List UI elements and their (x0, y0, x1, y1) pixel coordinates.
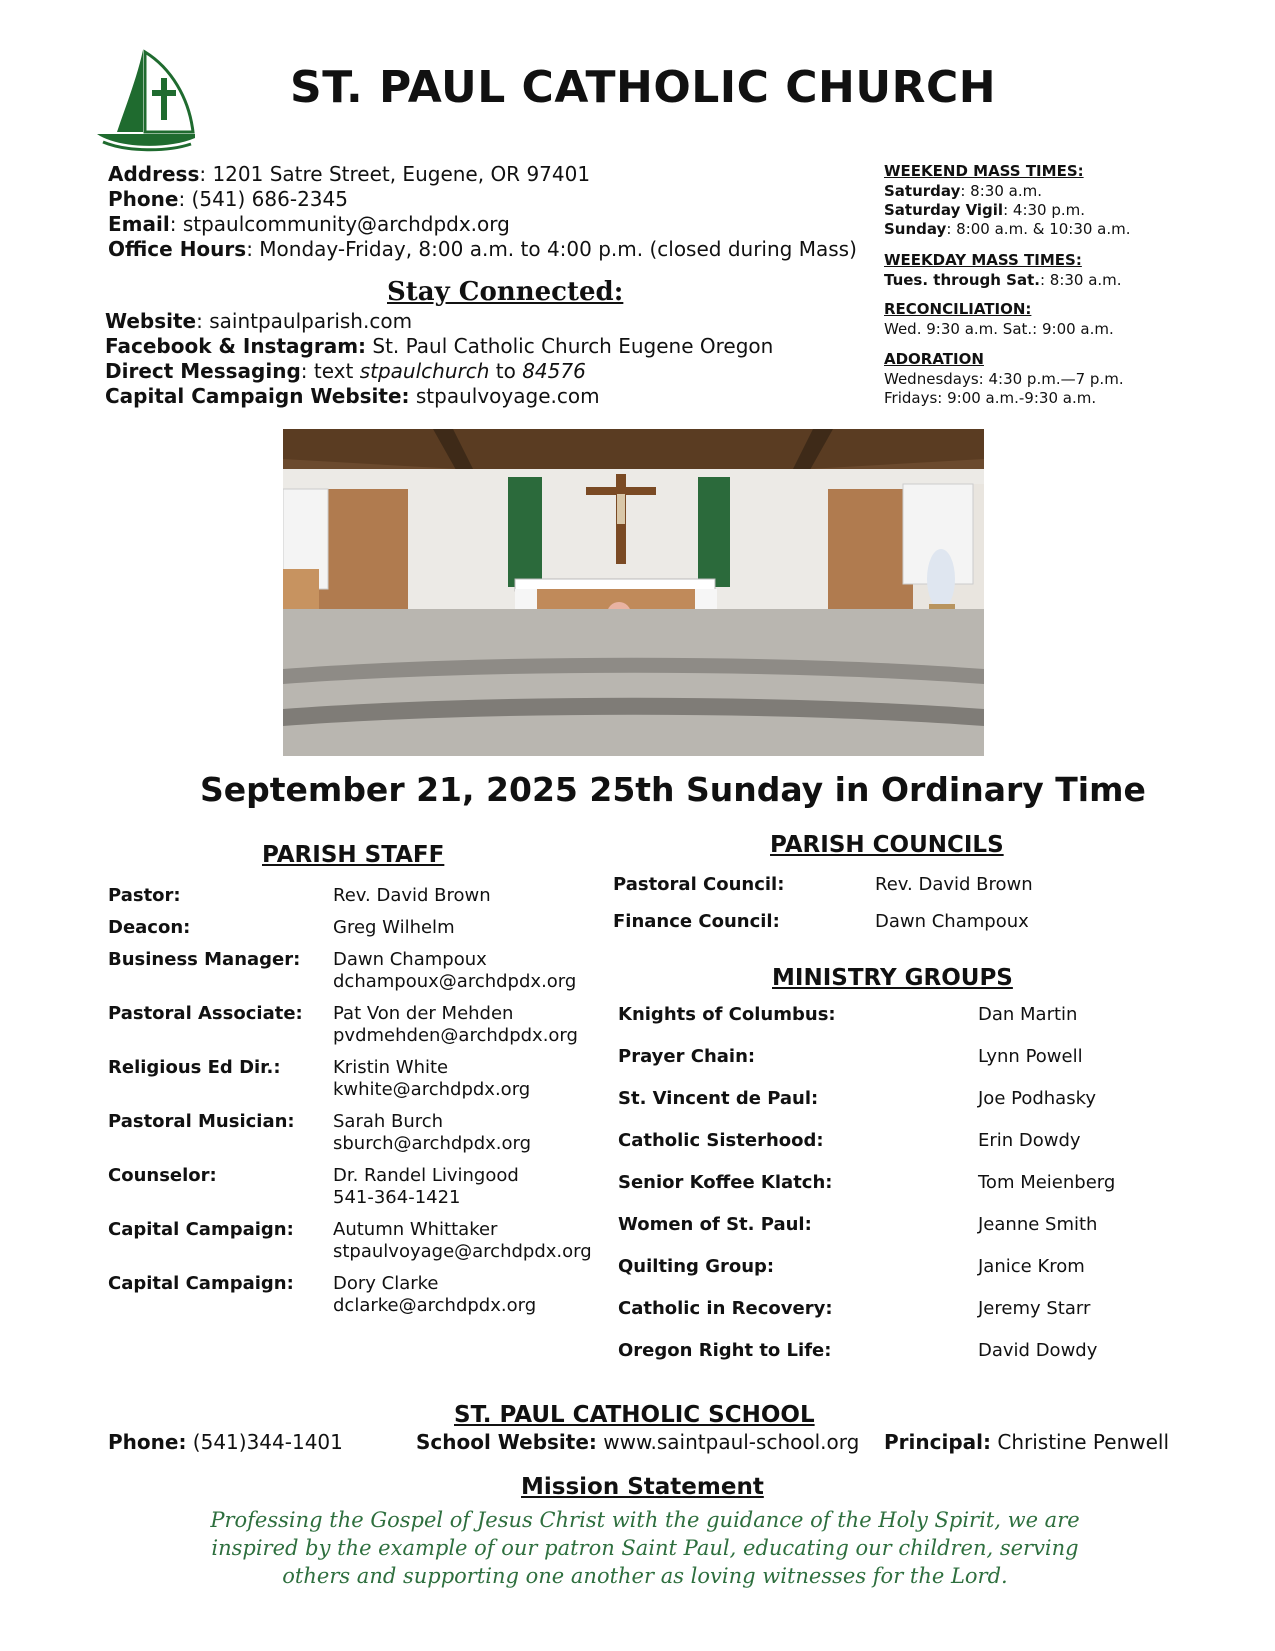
ministry-name: Knights of Columbus: (618, 1004, 836, 1025)
office-hours-value: : Monday-Friday, 8:00 a.m. to 4:00 p.m. (closed during Mass) (246, 237, 857, 261)
parish-councils-heading: PARISH COUNCILS (770, 832, 1004, 858)
council-member: Dawn Champoux (875, 911, 1029, 932)
staff-name: Rev. David Brown (333, 885, 491, 906)
saturday-time: : 8:30 a.m. (960, 182, 1042, 200)
sunday-time: : 8:00 a.m. & 10:30 a.m. (946, 220, 1131, 238)
staff-name: Pat Von der Mehden (333, 1003, 514, 1024)
website-value[interactable]: : saintpaulparish.com (196, 309, 413, 333)
school-website-value[interactable]: www.saintpaul-school.org (596, 1430, 860, 1454)
mission-line: Professing the Gospel of Jesus Christ with the guidance of the Holy Spirit, we are (210, 1508, 1080, 1532)
staff-name: Sarah Burch (333, 1111, 444, 1132)
staff-contact[interactable]: sburch@archdpdx.org (333, 1133, 532, 1154)
staff-name: Autumn Whittaker (333, 1219, 498, 1240)
church-title: ST. PAUL CATHOLIC CHURCH (290, 62, 997, 113)
mission-heading: Mission Statement (521, 1474, 764, 1500)
adoration-fridays: Fridays: 9:00 a.m.-9:30 a.m. (884, 389, 1097, 407)
campaign-website-line (105, 384, 600, 408)
weekday-label: Tues. through Sat. (884, 271, 1040, 289)
ministry-name: Senior Koffee Klatch: (618, 1172, 833, 1193)
staff-role: Capital Campaign: (108, 1273, 294, 1294)
school-principal-label: Principal: (884, 1430, 991, 1454)
school-heading: ST. PAUL CATHOLIC SCHOOL (454, 1402, 815, 1428)
ministry-name: Catholic Sisterhood: (618, 1130, 824, 1151)
phone-label: Phone (108, 187, 179, 211)
office-hours-label: Office Hours (108, 237, 247, 261)
phone-line (108, 187, 348, 211)
dm-keyword: stpaulchurch (359, 359, 490, 383)
council-role: Finance Council: (613, 911, 780, 932)
council-member: Rev. David Brown (875, 874, 1033, 895)
direct-messaging-line (105, 359, 586, 383)
office-hours-line (108, 237, 857, 261)
parish-staff-heading: PARISH STAFF (262, 842, 445, 868)
school-website-label: School Website: (416, 1430, 597, 1454)
church-logo (97, 48, 197, 152)
dm-mid: to (489, 359, 523, 383)
staff-contact[interactable]: 541-364-1421 (333, 1187, 461, 1208)
dm-pre: : text (300, 359, 360, 383)
vigil-time: : 4:30 p.m. (1003, 201, 1086, 219)
ministry-contact: Jeremy Starr (978, 1298, 1091, 1319)
ministry-name: Catholic in Recovery: (618, 1298, 833, 1319)
dm-label: Direct Messaging (105, 359, 301, 383)
email-line (108, 212, 510, 236)
address-value: : 1201 Satre Street, Eugene, OR 97401 (199, 162, 591, 186)
social-line (105, 334, 773, 358)
reconciliation-times: Wed. 9:30 a.m. Sat.: 9:00 a.m. (884, 320, 1114, 338)
sanctuary-photo (283, 429, 984, 756)
staff-name: Dory Clarke (333, 1273, 439, 1294)
staff-role: Counselor: (108, 1165, 217, 1186)
weekday-time: : 8:30 a.m. (1039, 271, 1122, 289)
weekday-mass-heading: WEEKDAY MASS TIMES: (884, 251, 1082, 269)
vigil-mass (884, 201, 1085, 220)
ministry-contact: Joe Podhasky (978, 1088, 1097, 1109)
ministry-contact: Lynn Powell (978, 1046, 1083, 1067)
staff-name: Dawn Champoux (333, 949, 487, 970)
school-website-line (416, 1432, 859, 1453)
campaign-value[interactable]: stpaulvoyage.com (409, 384, 600, 408)
stay-connected-heading: Stay Connected: (387, 277, 624, 307)
staff-role: Pastoral Musician: (108, 1111, 295, 1132)
sunday-label: Sunday (884, 220, 947, 238)
vigil-label: Saturday Vigil (884, 201, 1004, 219)
adoration-heading: ADORATION (884, 350, 984, 368)
adoration-wednesdays: Wednesdays: 4:30 p.m.—7 p.m. (884, 370, 1124, 388)
ministry-contact: Janice Krom (978, 1256, 1085, 1277)
staff-contact[interactable]: dchampoux@archdpdx.org (333, 971, 577, 992)
staff-contact[interactable]: dclarke@archdpdx.org (333, 1295, 537, 1316)
social-label: Facebook & Instagram: (105, 334, 367, 358)
email-value[interactable]: : stpaulcommunity@archdpdx.org (169, 212, 510, 236)
address-line (108, 162, 590, 186)
staff-role: Pastoral Associate: (108, 1003, 303, 1024)
campaign-label: Capital Campaign Website: (105, 384, 410, 408)
school-phone-value: (541)344-1401 (186, 1430, 343, 1454)
ministry-name: Oregon Right to Life: (618, 1340, 832, 1361)
staff-contact[interactable]: kwhite@archdpdx.org (333, 1079, 531, 1100)
ministry-contact: Dan Martin (978, 1004, 1078, 1025)
staff-name: Greg Wilhelm (333, 917, 455, 938)
phone-value: : (541) 686-2345 (178, 187, 348, 211)
weekend-mass-heading: WEEKEND MASS TIMES: (884, 162, 1084, 180)
ministry-name: Quilting Group: (618, 1256, 775, 1277)
ministry-name: St. Vincent de Paul: (618, 1088, 819, 1109)
ministry-contact: Tom Meienberg (978, 1172, 1116, 1193)
staff-contact[interactable]: stpaulvoyage@archdpdx.org (333, 1241, 592, 1262)
bulletin-date-title: September 21, 2025 25th Sunday in Ordinary Time (200, 770, 1146, 809)
ministry-name: Women of St. Paul: (618, 1214, 812, 1235)
staff-name: Dr. Randel Livingood (333, 1165, 519, 1186)
staff-name: Kristin White (333, 1057, 449, 1078)
ministry-contact: Erin Dowdy (978, 1130, 1081, 1151)
staff-role: Religious Ed Dir.: (108, 1057, 281, 1078)
ministry-groups-heading: MINISTRY GROUPS (772, 965, 1013, 991)
mission-statement (195, 1506, 1095, 1590)
staff-role: Capital Campaign: (108, 1219, 294, 1240)
social-value: St. Paul Catholic Church Eugene Oregon (366, 334, 774, 358)
weekday-mass (884, 271, 1122, 290)
school-phone-label: Phone: (108, 1430, 187, 1454)
school-phone-line (108, 1432, 343, 1453)
address-label: Address (108, 162, 200, 186)
staff-role: Pastor: (108, 885, 181, 906)
school-principal-line (884, 1432, 1169, 1453)
sailboat-cross-icon (97, 48, 197, 152)
reconciliation-heading: RECONCILIATION: (884, 300, 1032, 318)
council-role: Pastoral Council: (613, 874, 785, 895)
ministry-name: Prayer Chain: (618, 1046, 756, 1067)
staff-contact[interactable]: pvdmehden@archdpdx.org (333, 1025, 578, 1046)
school-principal-value: Christine Penwell (991, 1430, 1170, 1454)
website-label: Website (105, 309, 197, 333)
staff-role: Deacon: (108, 917, 191, 938)
saturday-mass (884, 182, 1042, 201)
email-label: Email (108, 212, 170, 236)
ministry-contact: David Dowdy (978, 1340, 1098, 1361)
staff-role: Business Manager: (108, 949, 301, 970)
website-line (105, 309, 412, 333)
saturday-label: Saturday (884, 182, 961, 200)
dm-number: 84576 (522, 359, 586, 383)
ministry-contact: Jeanne Smith (978, 1214, 1098, 1235)
sunday-mass (884, 220, 1131, 239)
mission-line: inspired by the example of our patron Saint Paul, educating our children, serving (211, 1536, 1079, 1560)
mission-line: others and supporting one another as loving witnesses for the Lord. (282, 1564, 1008, 1588)
